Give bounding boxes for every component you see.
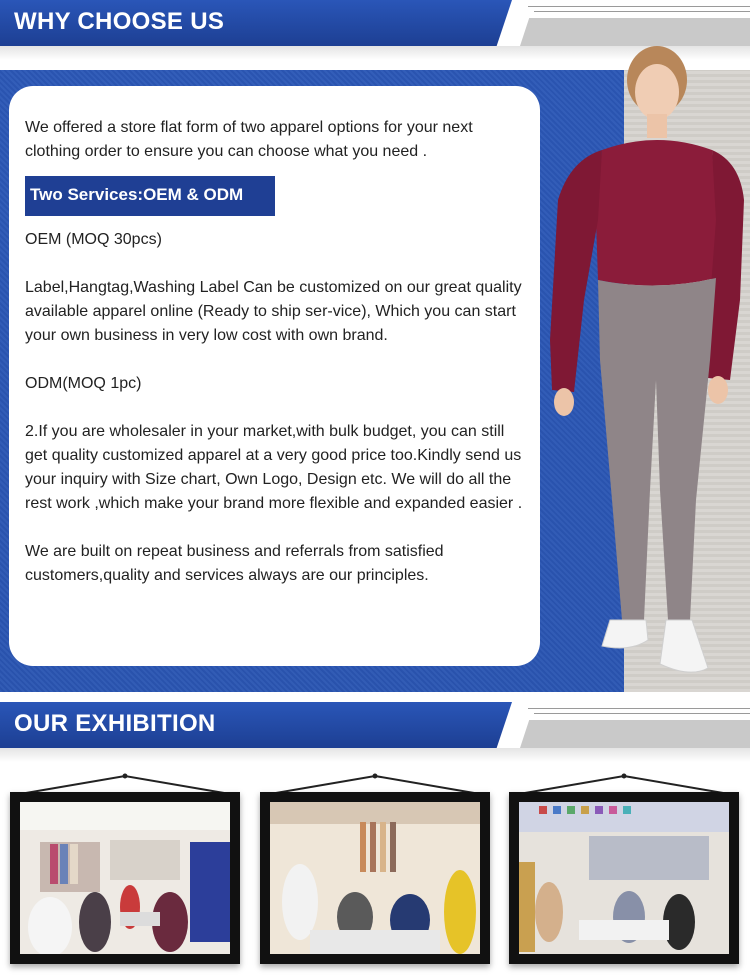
closing-text: We are built on repeat business and referrals from satisfied customers,quality and services always are our principles. (25, 543, 444, 584)
header-divider (528, 6, 750, 7)
exhibition-photo (270, 802, 480, 954)
section-title: WHY CHOOSE US (14, 8, 225, 35)
header-accent (520, 720, 750, 748)
oem-text: Label,Hangtag,Washing Label Can be customized on our great quality available apparel online (Ready to ship ser-vice), Which you can start your own business in very low cost with own brand. (25, 279, 522, 344)
exhibition-photo-frame[interactable] (509, 792, 739, 964)
exhibition-photo (519, 802, 729, 954)
intro-text: We offered a store flat form of two apparel options for your next clothing order to ensure you can choose what you need . (25, 119, 473, 160)
our-exhibition-header (0, 702, 750, 762)
info-card (9, 86, 540, 666)
odm-text: 2.If you are wholesaler in your market,with bulk budget, you can still get quality customized apparel at a very good price too.Kindly send us your inquiry with Size chart, Own Logo, Design etc. We will do all the rest work ,which make your brand more flexible and expanded easier . (25, 423, 523, 512)
exhibition-photo-frame[interactable] (10, 792, 240, 964)
model-photo (540, 40, 750, 700)
header-divider (534, 713, 750, 714)
odm-heading: ODM(MOQ 1pc) (25, 375, 142, 392)
header-divider (534, 11, 750, 12)
services-badge: Two Services:OEM & ODM (25, 176, 275, 216)
oem-heading: OEM (MOQ 30pcs) (25, 231, 162, 248)
exhibition-photo (20, 802, 230, 954)
section-title: OUR EXHIBITION (14, 710, 216, 737)
header-divider (528, 708, 750, 709)
exhibition-photo-frame[interactable] (260, 792, 490, 964)
